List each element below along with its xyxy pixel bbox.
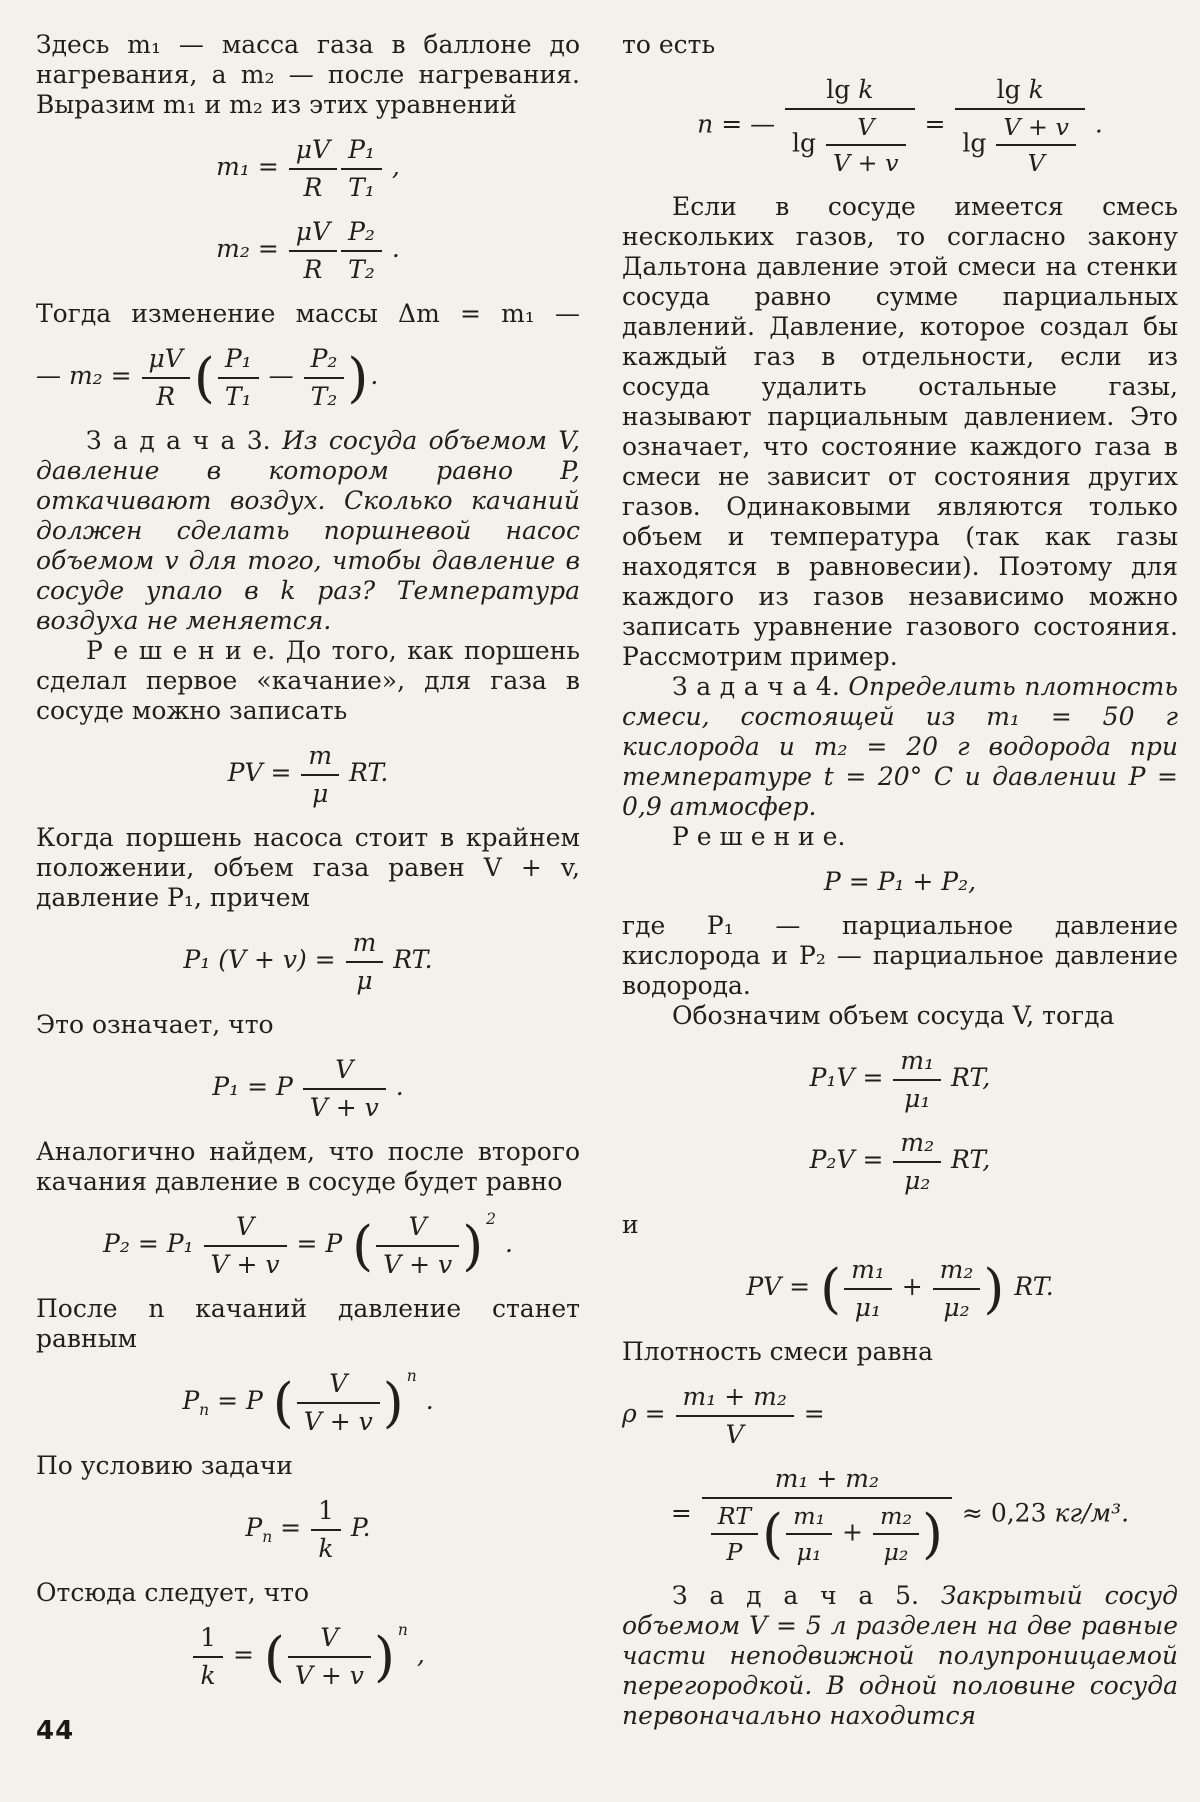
equation-p1v: P₁V = $\frac{\text{m₁}}{\text{μ₁}}$ RT, — [809, 1046, 991, 1113]
paragraph-analogichno: Аналогично найдем, что после второго качания давление в сосуде будет равно — [36, 1137, 580, 1196]
equation-pv: PV = $\frac{m}{\mu}$ RT. — [227, 741, 389, 808]
page-number: 44 — [36, 1716, 75, 1746]
equation-pn: $P_n = P$ ( $\frac{V}{V + v}$ ) n . — [182, 1367, 434, 1436]
task-4-statement — [622, 672, 1178, 822]
equation-p1: P₁ = P $\frac{V}{V + v}$ . — [212, 1055, 404, 1122]
equation-p2: P₂ = P₁ $\frac{V}{V + v}$ = P ( $\frac{V}{V + v}$ ) 2 . — [103, 1210, 513, 1279]
paragraph-posle-n: После n качаний давление станет равным — [36, 1294, 580, 1353]
left-column — [36, 30, 580, 1731]
task-5-text: Закрытый сосуд объемом V = 5 л разделен на две равные части неподвижной полупроницаемой перегородкой. В одной половине сосуда первоначально находится — [622, 1580, 1178, 1730]
right-column — [622, 30, 1178, 1731]
paragraph-eto-oznachaet: Это означает, что — [36, 1010, 274, 1039]
equation-rho-result: = m₁ + m₂ $\frac{RT}{P}$ ( $\frac{\text{m₁}}{\text{μ₁}}$ + $\frac{\text{m₂}}{\text{μ₂}}$ ) ≈ 0,23 кг/м³. — [670, 1464, 1130, 1566]
paragraph-gde-p1-p2: где P₁ — парциальное давление кислорода и P₂ — парциальное давление водорода. — [622, 911, 1178, 1001]
solution-3-label: Р е ш е н и е. — [86, 636, 276, 665]
paragraph-togda: Тогда изменение массы Δm = m₁ — — [36, 299, 580, 328]
solution-3-paragraph — [36, 636, 580, 726]
paragraph-intro: Здесь m₁ — масса газа в баллоне до нагревания, а m₂ — после нагревания. Выразим m₁ и m₂ из этих уравнений — [36, 30, 580, 119]
equation-delta-m: — m₂ = $\frac{\mu V}{R}$ ( $\frac{\text{P₁}}{\text{T₁}}$ — $\frac{\text{P₂}}{\text{T₂}}$ ) . — [36, 344, 379, 411]
solution-4-label: Р е ш е н и е. — [672, 821, 846, 851]
paragraph-otsuda: Отсюда следует, что — [36, 1578, 310, 1607]
task-4-text: Определить плотность смеси, состоящей из m₁ = 50 г кислорода и m₂ = 20 г водорода при температуре t = 20° С и давлении P = 0,9 атмосфер. — [622, 671, 1178, 821]
paragraph-po-usloviyu: По условию задачи — [36, 1451, 293, 1480]
paragraph-i: и — [622, 1210, 639, 1240]
equation-rho-definition: ρ = $\frac{\text{m₁ + m₂}}{V}$ = — [622, 1382, 825, 1449]
equation-m2: m₂ = $\frac{\mu V}{R}$ $\frac{\text{P₂}}{\text{T₂}}$ . — [216, 217, 400, 284]
paragraph-to-est: то есть — [622, 30, 716, 59]
equation-m1: m₁ = $\frac{\mu V}{R}$ $\frac{\text{P₁}}{\text{T₁}}$ , — [216, 135, 400, 202]
equation-pv-sum: PV = ( $\frac{\text{m₁}}{\text{μ₁}}$ + $\frac{\text{m₂}}{\text{μ₂}}$ ) RT. — [746, 1255, 1054, 1322]
paragraph-plotnost: Плотность смеси равна — [622, 1337, 934, 1367]
paragraph-dalton-law: Если в сосуде имеется смесь нескольких газов, то согласно закону Дальтона давление этой смеси на стенки сосуда равно сумме парциальных давлений. Давление, которое создал бы каждый газ в отдельности, если из сосуда удалить остальные газы, называют парциальным давлением. Это означает, что состояние каждого газа в смеси не зависит от состояния других газов. Одинаковыми являются только объем и температура (так как газы находятся в равновесии). Поэтому для каждого из газов независимо можно записать уравнение газового состояния. Рассмотрим пример. — [622, 191, 1178, 671]
paragraph-oboznachim: Обозначим объем сосуда V, тогда — [672, 1001, 1115, 1031]
task-3-text: Из сосуда объемом V, давление в котором равно P, откачивают воздух. Сколько качаний должен сделать поршневой насос объемом v для того, чтобы давление в сосуде упало в k раз? Температура воздуха не меняется. — [36, 426, 580, 635]
solution-3-text: До того, как поршень сделал первое «качание», для газа в сосуде можно записать — [36, 636, 580, 725]
equation-p1-v-plus-v: P₁ (V + v) = $\frac{m}{\mu}$ RT. — [183, 928, 433, 995]
task-3-statement — [36, 426, 580, 636]
paragraph-kogda: Когда поршень насоса стоит в крайнем положении, объем газа равен V + v, давление P₁, причем — [36, 823, 580, 912]
task-5-statement — [622, 1581, 1178, 1731]
equation-p2v: P₂V = $\frac{\text{m₂}}{\text{μ₂}}$ RT, — [809, 1128, 991, 1195]
equation-p-sum: P = P₁ + P₂, — [823, 866, 977, 896]
task-4-label: З а д а ч а 4. — [672, 671, 840, 701]
equation-pn-equals-p-over-k: $P_n$ = $\frac{1}{k}$ P. — [245, 1496, 371, 1563]
equation-n-lg: n = — lg k lg $\frac{V}{V + v}$ = lg k lg $\frac{V + v}{V}$ . — [697, 75, 1103, 177]
task-3-label: З а д а ч а 3. — [86, 426, 271, 455]
equation-one-over-k: $\frac{1}{k}$ = ( $\frac{V}{V + v}$ ) n , — [36, 1623, 580, 1690]
task-5-label: З а д а ч а 5. — [672, 1580, 919, 1610]
